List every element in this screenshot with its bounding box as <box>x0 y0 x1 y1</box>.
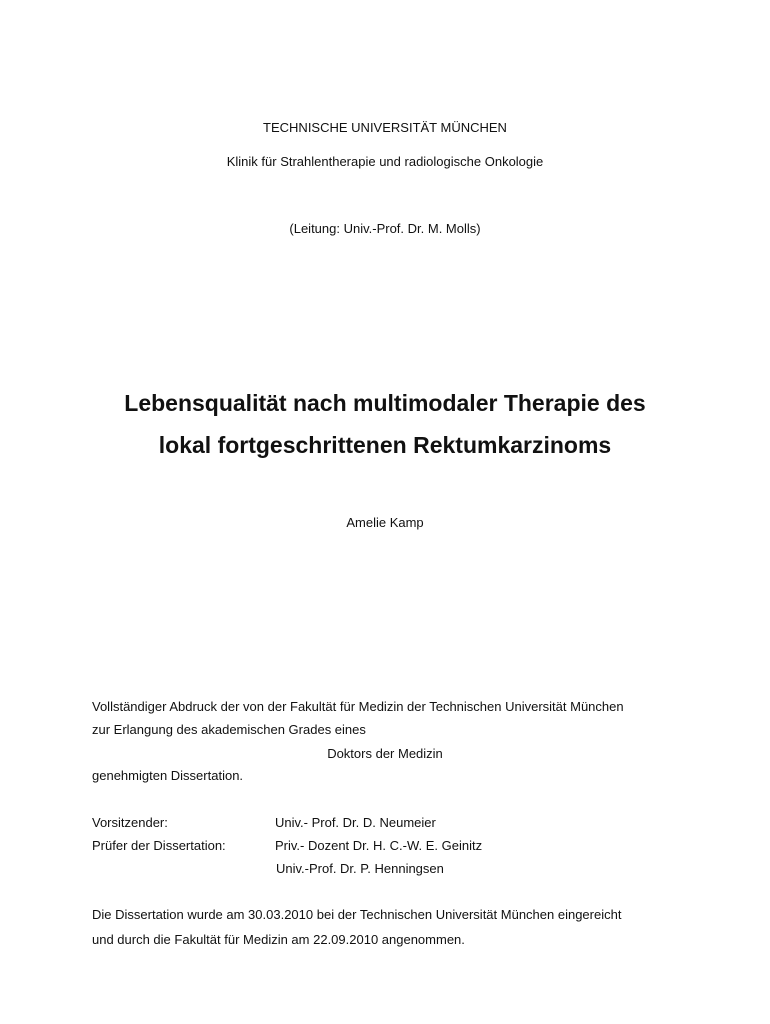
author-name: Amelie Kamp <box>346 515 424 530</box>
statement-line-1: Vollständiger Abdruck der von der Fakultät für Medizin der Technischen Universität München <box>92 699 624 714</box>
examiner-1-name: Priv.- Dozent Dr. H. C.-W. E. Geinitz <box>275 838 483 853</box>
chair-name: Univ.- Prof. Dr. D. Neumeier <box>275 815 436 830</box>
clinic-leitung: (Leitung: Univ.-Prof. Dr. M. Molls) <box>289 221 481 236</box>
chair-label: Vorsitzender: <box>92 815 168 830</box>
examiners-label: Prüfer der Dissertation: <box>92 838 226 853</box>
clinic-name: Klinik für Strahlentherapie und radiologische Onkologie <box>226 154 544 169</box>
degree-name: Doktors der Medizin <box>327 746 443 761</box>
statement-line-2: zur Erlangung des akademischen Grades eines <box>92 722 366 737</box>
university-name: TECHNISCHE UNIVERSITÄT MÜNCHEN <box>263 120 507 135</box>
statement-line-3: genehmigten Dissertation. <box>92 768 244 783</box>
acceptance-date-line: und durch die Fakultät für Medizin am 22.09.2010 angenommen. <box>92 932 465 947</box>
submission-date-line: Die Dissertation wurde am 30.03.2010 bei der Technischen Universität München eingereicht <box>92 907 622 922</box>
examiner-2-name: Univ.-Prof. Dr. P. Henningsen <box>276 861 444 876</box>
thesis-title-line-2: lokal fortgeschrittenen Rektumkarzinoms <box>158 432 612 458</box>
thesis-title-line-1: Lebensqualität nach multimodaler Therapie des <box>124 390 646 416</box>
